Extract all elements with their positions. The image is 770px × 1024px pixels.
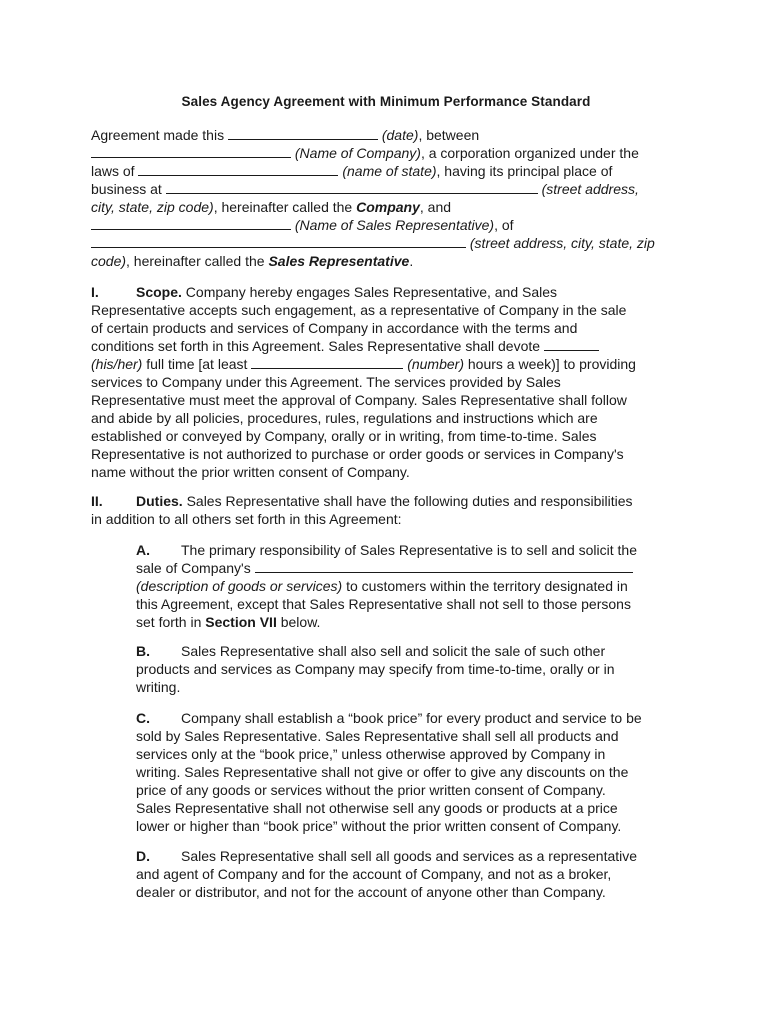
section-reference: Section VII: [205, 614, 277, 630]
section-scope-line: of certain products and services of Company in accordance with the terms and: [91, 320, 578, 336]
subsection-b-line-2: products and services as Company may specify from time-to-time, orally or in: [136, 661, 615, 677]
subsection-c-line-1: [136, 709, 681, 727]
goods-services-blank[interactable]: [255, 559, 633, 573]
subsection-letter: D.: [136, 848, 150, 864]
subsection-c-line: sold by Sales Representative. Sales Representative shall sell all products and: [136, 728, 619, 744]
preamble-paragraph: [91, 126, 681, 270]
subsection-a: [136, 541, 681, 631]
preamble-text: , a corporation organized under the: [420, 145, 639, 161]
section-heading: Scope.: [136, 284, 182, 300]
rep-address-label: (street address, city, state, zip: [469, 235, 655, 251]
number-label: (number): [407, 356, 464, 372]
company-term: Company: [356, 199, 420, 215]
subsection-a-line-5: [136, 613, 681, 631]
section-heading: Duties.: [136, 493, 183, 509]
city-state-zip-label: city, state, zip code): [91, 199, 214, 215]
section-duties-line-2: in addition to all others set forth in this Agreement:: [91, 511, 402, 527]
devotion-blank[interactable]: [544, 337, 599, 351]
rep-name-label: (Name of Sales Representative): [294, 217, 495, 233]
subsection-a-line-1: [136, 541, 681, 559]
state-label: (name of state): [342, 163, 437, 179]
preamble-text: , and: [419, 199, 452, 215]
section-text: full time [at least: [142, 356, 248, 372]
subsection-c-line: price of any goods or services without the prior written consent of Company.: [136, 782, 606, 798]
subsection-letter: B.: [136, 643, 150, 659]
rep-term: Sales Representative: [268, 253, 410, 269]
section-text: hours a week)] to providing: [463, 356, 636, 372]
subsection-d: [136, 847, 681, 901]
code-label: code): [91, 253, 127, 269]
preamble-text: , of: [494, 217, 514, 233]
subsection-text: The primary responsibility of Sales Representative is to sell and solicit the: [181, 542, 637, 558]
preamble-line-6: [91, 216, 681, 234]
section-scope-line: established or conveyed by Company, orally or in writing, from time-to-time. Sales: [91, 428, 597, 444]
section-text: conditions set forth in this Agreement. Sales Representative shall devote: [91, 338, 541, 354]
subsection-c-line: services only at the “book price,” unless otherwise approved by Company in: [136, 746, 606, 762]
subsection-text: below.: [276, 614, 321, 630]
date-blank[interactable]: [228, 126, 378, 140]
section-scope-line: Representative accepts such engagement, as a representative of Company in the sale: [91, 302, 627, 318]
section-number: I.: [91, 284, 99, 300]
subsection-text: sale of Company's: [136, 560, 251, 576]
company-name-blank[interactable]: [91, 144, 291, 158]
section-scope-line: [91, 355, 681, 373]
subsection-text: to customers within the territory designated in: [342, 578, 628, 594]
section-scope-line: services to Company under this Agreement. The services provided by Sales: [91, 374, 561, 390]
subsection-b: [136, 642, 681, 696]
subsection-a-line-3: [136, 577, 681, 595]
preamble-text: , hereinafter called the: [126, 253, 265, 269]
preamble-line-3: [91, 162, 681, 180]
subsection-b-line-3: writing.: [136, 679, 181, 695]
subsection-text: set forth in: [136, 614, 202, 630]
subsection-letter: C.: [136, 710, 150, 726]
preamble-text: .: [409, 253, 414, 269]
description-label: (description of goods or services): [136, 578, 343, 594]
street-address-label: (street address,: [541, 181, 639, 197]
preamble-text: laws of: [91, 163, 135, 179]
company-address-blank[interactable]: [166, 180, 538, 194]
section-scope-line: [91, 337, 681, 355]
subsection-text: Sales Representative shall also sell and solicit the sale of such other: [181, 643, 606, 659]
document-title: Sales Agency Agreement with Minimum Performance Standard: [181, 94, 591, 109]
subsection-a-line-4: this Agreement, except that Sales Representative shall not sell to those persons: [136, 596, 631, 612]
subsection-text: Company shall establish a “book price” for every product and service to be: [181, 710, 642, 726]
preamble-line-2: [91, 144, 681, 162]
date-label: (date): [381, 127, 419, 143]
preamble-line-4: [91, 180, 681, 198]
section-scope-line: and abide by all policies, procedures, rules, regulations and instructions which are: [91, 410, 598, 426]
section-scope-line: Representative must meet the approval of Company. Sales Representative shall follow: [91, 392, 627, 408]
subsection-letter: A.: [136, 542, 150, 558]
preamble-text: , having its principal place of: [436, 163, 613, 179]
hours-blank[interactable]: [251, 355, 403, 369]
section-duties-line-1: [91, 492, 681, 510]
subsection-d-line-1: [136, 847, 681, 865]
preamble-text: , hereinafter called the: [213, 199, 353, 215]
his-her-label: (his/her): [91, 356, 143, 372]
preamble-text: business at: [91, 181, 162, 197]
subsection-d-line-2: and agent of Company and for the account of Company, and not as a broker,: [136, 866, 612, 882]
subsection-c-line: writing. Sales Representative shall not give or offer to give any discounts on the: [136, 764, 629, 780]
section-text: Company hereby engages Sales Representative, and Sales: [181, 284, 558, 300]
rep-name-blank[interactable]: [91, 216, 291, 230]
company-name-label: (Name of Company): [294, 145, 421, 161]
subsection-b-line-1: [136, 642, 681, 660]
preamble-text: , between: [418, 127, 480, 143]
subsection-d-line-3: dealer or distributor, and not for the account of anyone other than Company.: [136, 884, 606, 900]
section-scope: [91, 283, 681, 481]
subsection-c-line: lower or higher than “book price” without the prior written consent of Company.: [136, 818, 622, 834]
section-duties: [91, 492, 681, 528]
section-text: Sales Representative shall have the following duties and responsibilities: [182, 493, 633, 509]
state-blank[interactable]: [138, 162, 338, 176]
preamble-text: Agreement made this: [91, 127, 225, 143]
subsection-c-line: Sales Representative shall not otherwise sell any goods or products at a price: [136, 800, 618, 816]
section-scope-line: name without the prior written consent of Company.: [91, 464, 410, 480]
subsection-c: [136, 709, 681, 835]
section-scope-line: Representative is not authorized to purchase or order goods or services in Company's: [91, 446, 624, 462]
preamble-line-7: [91, 234, 681, 252]
section-scope-line-1: [91, 283, 681, 301]
preamble-line-8: [91, 252, 681, 270]
section-number: II.: [91, 493, 103, 509]
preamble-line-1: [91, 126, 681, 144]
subsection-a-line-2: [136, 559, 681, 577]
preamble-line-5: [91, 198, 681, 216]
subsection-text: Sales Representative shall sell all goods and services as a representative: [181, 848, 638, 864]
rep-address-blank[interactable]: [91, 234, 466, 248]
